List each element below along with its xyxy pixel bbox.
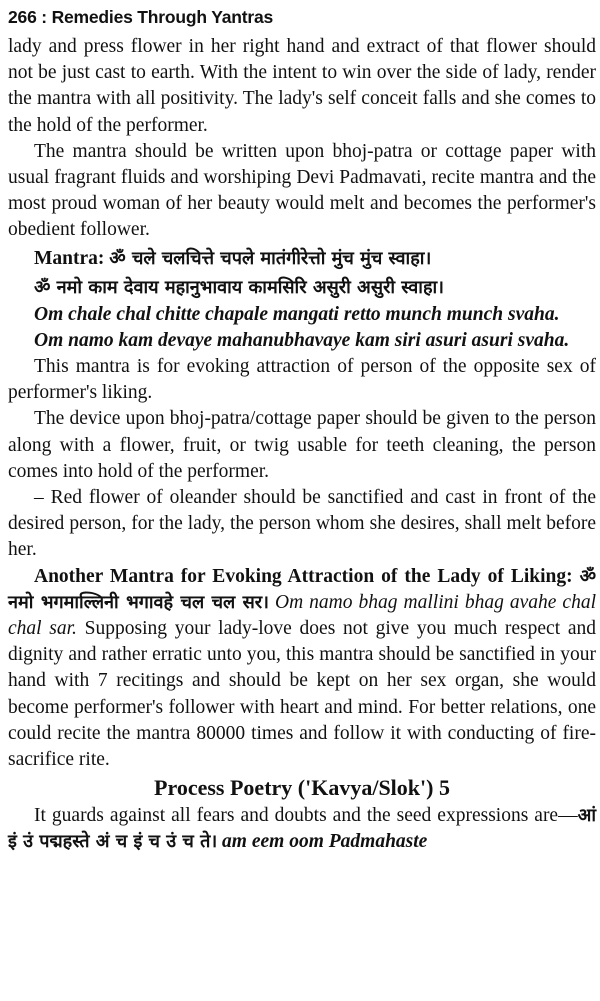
transliteration-1: Om chale chal chitte chapale mangati retto munch munch svaha.: [34, 303, 560, 325]
paragraph-6-body: Supposing your lady-love does not give you much respect and dignity and rather erratic unto you, this mantra should be sanctified in your hand with 7 recitings and should be kept on her sex organ, she would become performer's follower with heart and mind. For better relations, one could recite the mantra 80000 times and follow it with conducting of fire-sacrifice rite.: [8, 618, 596, 771]
page-number: 266: [8, 7, 37, 27]
running-title: Remedies Through Yantras: [51, 7, 274, 27]
mantra-devanagari-2: ॐ नमो काम देवाय महानुभावाय कामसिरि असुरी असुरी स्वाहा।: [34, 276, 444, 298]
paragraph-7-devanagari: आं इं उं पद्महस्ते अं च इं च उं च ते।: [8, 805, 596, 853]
another-mantra-heading: Another Mantra for Evoking Attraction of the Lady of Liking:: [34, 565, 573, 587]
mantra-devanagari-1: ॐ चले चलचित्ते चपले मातंगीरेत्तो मुंच मुंच स्वाहा।: [109, 247, 432, 269]
paragraph-5: – Red flower of oleander should be sanctified and cast in front of the desired person, for the lady, the person whom she desires, shall melt before her.: [8, 487, 596, 561]
paragraph-3: This mantra is for evoking attraction of person of the opposite sex of performer's liking.: [8, 356, 596, 404]
book-page: [8, 6, 596, 856]
running-header: 266 : Remedies Through Yantras: [8, 7, 274, 27]
section-heading: Process Poetry ('Kavya/Slok') 5: [154, 775, 450, 801]
paragraph-7-transliteration: am eem oom Padmahaste: [222, 831, 428, 853]
mantra-label: Mantra:: [34, 247, 105, 269]
mantra-line-1: [8, 244, 596, 273]
another-mantra-devanagari: ॐ नमो भगमाल्लिनी भगावहे चल चल सर।: [8, 565, 597, 613]
paragraph-2: The mantra should be written upon bhoj-patra or cottage paper with usual fragrant fluids and worshiping Devi Padmavati, recite mantra and the most proud woman of her beauty would melt and becomes the performer's obedient follower.: [8, 140, 596, 241]
paragraph-7: [8, 803, 596, 855]
mantra-line-2: [8, 273, 596, 302]
transliteration-2: Om namo kam devaye mahanubhavaye kam siri asuri asuri svaha.: [34, 329, 570, 351]
paragraph-7-lead: It guards against all fears and doubts and the seed expressions are—: [34, 805, 578, 827]
paragraph-6: [8, 564, 596, 774]
paragraph-1: lady and press flower in her right hand and extract of that flower should not be just cast to earth. With the intent to win over the side of lady, render the mantra with all positivity. The lady's self conceit falls and she comes to the hold of the performer.: [8, 36, 596, 136]
paragraph-4: The device upon bhoj-patra/cottage paper should be given to the person along with a flower, fruit, or twig usable for teeth cleaning, the person comes into hold of the performer.: [8, 408, 596, 482]
another-mantra-transliteration: Om namo bhag mallini bhag avahe chal chal sar.: [8, 591, 597, 640]
